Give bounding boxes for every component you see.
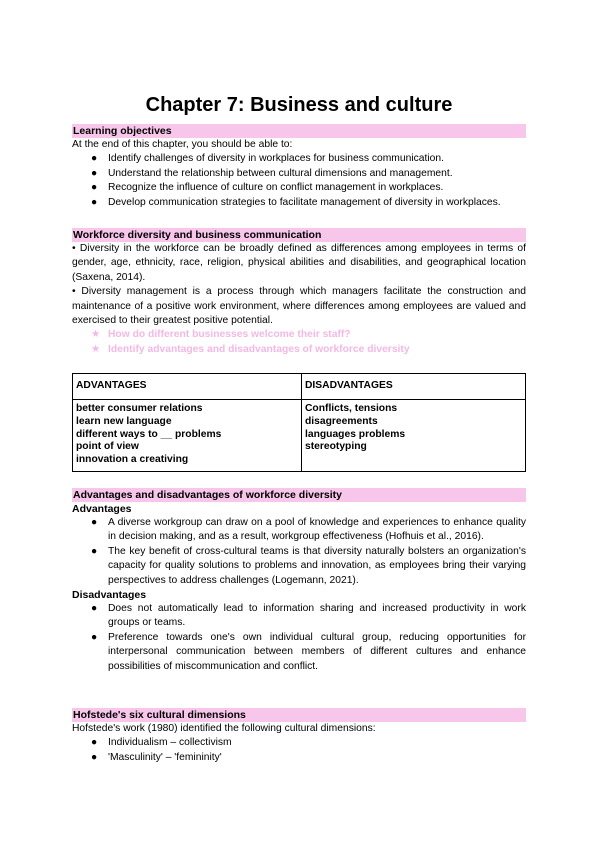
list-item: ● Preference towards one's own individual cultural group, reducing opportunities for interpersonal communication between members of different cultures and enhance possibilities of miscommunication and conflict. xyxy=(91,631,526,672)
disadvantages-cell xyxy=(302,400,526,472)
list-item: ● Develop communication strategies to facilitate management of diversity in workplaces. xyxy=(72,196,526,210)
table-header-disadvantages: DISADVANTAGES xyxy=(302,374,526,400)
hofstede-section xyxy=(72,708,526,765)
workforce-diversity-section xyxy=(72,228,526,357)
list-item: ● Identify challenges of diversity in workplaces for business communication. xyxy=(72,152,526,166)
advantages-disadvantages-section xyxy=(72,488,526,674)
table-cell-line: point of view xyxy=(76,441,139,453)
diversity-management: • Diversity management is a process through which managers facilitate the construction and maintenance of a positive work environment, where differences among employees are valued and exercised to their greatest positive potential. xyxy=(72,286,526,327)
table-cell-line: different ways to __ problems xyxy=(76,428,222,440)
bullet-icon: ● xyxy=(91,603,98,615)
bullet-icon: ● xyxy=(91,196,98,208)
table-cell-line: innovation a creativing xyxy=(76,454,189,466)
list-item: ● Recognize the influence of culture on conflict management in workplaces. xyxy=(72,181,526,195)
bullet-icon: ● xyxy=(91,517,98,528)
hofstede-list xyxy=(72,736,526,765)
list-item: ● Does not automatically lead to information sharing and increased productivity in work groups or teams. xyxy=(91,603,526,629)
list-item: ● Individualism – collectivism xyxy=(72,736,526,750)
star-icon: ★ xyxy=(91,329,101,341)
advantages-list xyxy=(72,516,526,588)
advantages-disadvantages-heading: Advantages and disadvantages of workforce diversity xyxy=(72,488,526,502)
disadvantages-list xyxy=(72,602,526,674)
hofstede-intro: Hofstede's work (1980) identified the following cultural dimensions: xyxy=(72,723,376,734)
star-icon: ★ xyxy=(91,343,101,355)
question-item: ★ How do different businesses welcome their staff? xyxy=(72,328,526,342)
hofstede-heading: Hofstede's six cultural dimensions xyxy=(72,708,526,722)
learning-objectives-heading: Learning objectives xyxy=(72,124,526,138)
advantages-subheading: Advantages xyxy=(72,503,132,515)
page-title: Chapter 7: Business and culture xyxy=(145,94,453,116)
workforce-diversity-heading: Workforce diversity and business communication xyxy=(72,228,526,242)
list-item: ● The key benefit of cross-cultural teams is that diversity naturally bolsters an organization's capacity for quality solutions to problems and innovation, as employees bring their varying perspectives to address challenges (Logemann, 2021). xyxy=(91,545,526,586)
learning-objectives-section xyxy=(72,124,526,210)
list-item: ● A diverse workgroup can draw on a pool of knowledge and experiences to enhance quality in decision making, and as a result, workgroup effectiveness (Hofhuis et al., 2016). xyxy=(91,517,526,543)
advantages-disadvantages-table xyxy=(72,373,526,472)
bullet-icon: ● xyxy=(91,737,98,749)
advantages-cell xyxy=(73,400,302,472)
list-item: ● Understand the relationship between cultural dimensions and management. xyxy=(72,167,526,181)
question-item: ★ Identify advantages and disadvantages of workforce diversity xyxy=(72,343,526,357)
table-cell-line: stereotyping xyxy=(305,441,367,453)
bullet-icon: ● xyxy=(91,167,98,179)
learning-objectives-intro: At the end of this chapter, you should be able to: xyxy=(72,139,293,150)
advantages-table-wrapper xyxy=(72,373,526,472)
bullet-icon: ● xyxy=(91,153,98,165)
learning-objectives-list xyxy=(72,152,526,210)
disadvantages-subheading: Disadvantages xyxy=(72,589,147,602)
table-cell-line: better consumer relations xyxy=(76,403,203,414)
question-list xyxy=(72,328,526,357)
table-cell-line: languages problems xyxy=(305,428,406,440)
bullet-icon: ● xyxy=(91,751,98,763)
table-cell-line: Conflicts, tensions xyxy=(305,403,398,414)
table-cell-line: disagreements xyxy=(305,415,378,427)
bullet-icon: ● xyxy=(91,631,98,643)
bullet-icon: ● xyxy=(91,182,98,194)
bullet-icon: ● xyxy=(91,545,98,557)
diversity-definition: • Diversity in the workforce can be broadly defined as differences among employees in terms of gender, age, ethnicity, race, religion, physical abilities and disabilities, and geographical location (Saxena, 2014). xyxy=(72,243,526,283)
table-header-advantages: ADVANTAGES xyxy=(73,374,302,400)
list-item: ● 'Masculinity' – 'femininity' xyxy=(72,751,526,765)
table-cell-line: learn new language xyxy=(76,415,172,427)
